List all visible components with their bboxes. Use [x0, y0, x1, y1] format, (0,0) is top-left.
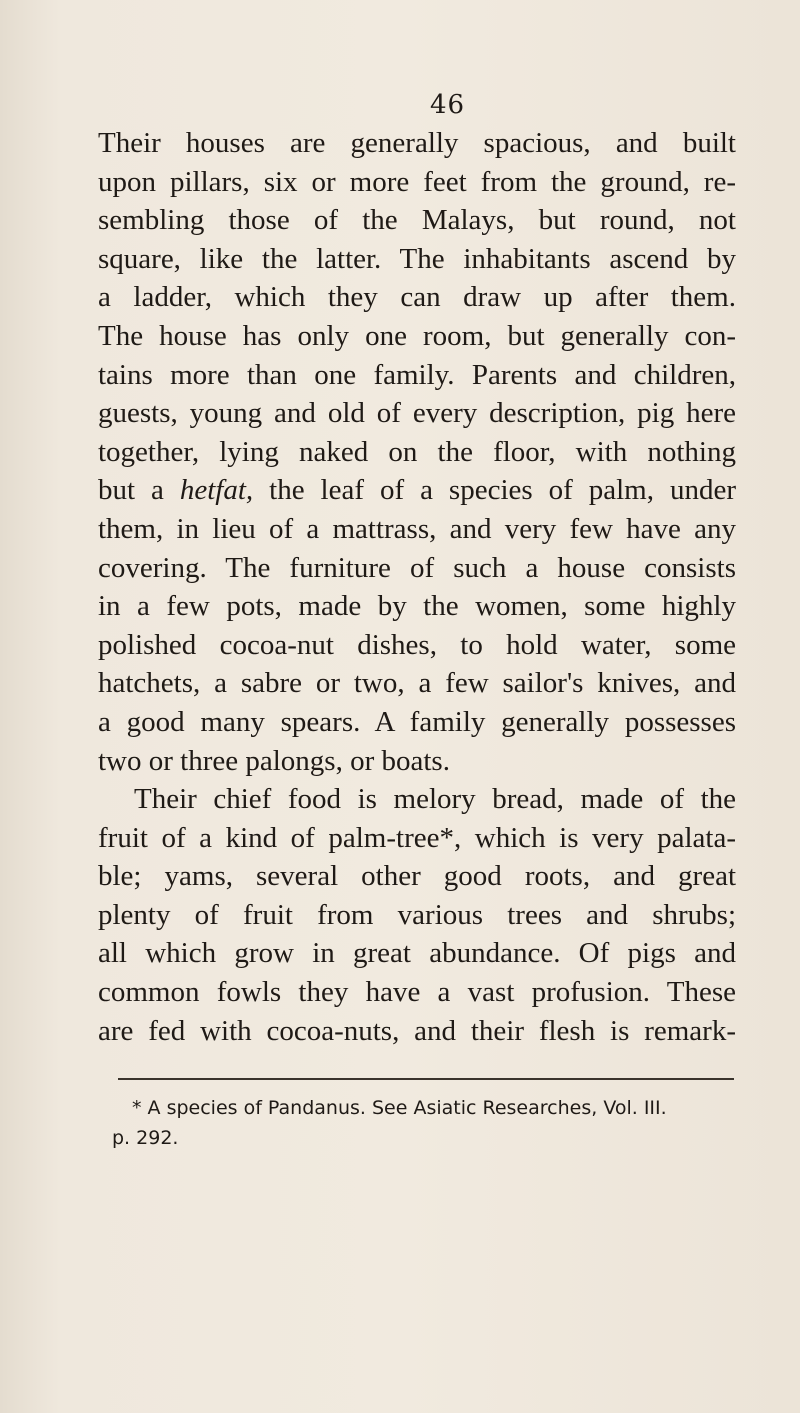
text-line: plenty of fruit from various trees and shrubs; [98, 898, 736, 931]
text-line: square, like the latter. The inhabitants ascend by [98, 242, 736, 275]
text-line: ble; yams, several other good roots, and great [98, 860, 736, 893]
text-line: tains more than one family. Parents and children, [98, 358, 736, 391]
footnote-rule [118, 1078, 734, 1080]
text-line: upon pillars, six or more feet from the ground, re- [98, 165, 736, 198]
text-line: all which grow in great abundance. Of pigs and [98, 937, 736, 970]
italic-term: hetfat, [179, 474, 254, 507]
footnote-line: * A species of Pandanus. See Asiatic Researches, Vol. III. [132, 1097, 667, 1119]
text-line: polished cocoa-nut dishes, to hold water, some [98, 628, 736, 661]
text-line: common fowls they have a vast profusion. These [98, 976, 736, 1009]
text-line: covering. The furniture of such a house consists [98, 551, 736, 584]
text-line: in a few pots, made by the women, some highly [98, 590, 736, 623]
text-line: Their chief food is melory bread, made of the [134, 783, 736, 816]
footnote [112, 1093, 742, 1153]
text-line: a ladder, which they can draw up after them. [98, 281, 736, 314]
text-fragment: the leaf of a species of palm, under [253, 474, 736, 507]
text-line: a good many spears. A family generally possesses [98, 705, 736, 738]
text-line: together, lying naked on the floor, with nothing [98, 435, 736, 468]
text-line: Their houses are generally spacious, and built [98, 127, 736, 159]
text-line-with-italic [98, 471, 736, 510]
text-fragment: but a [98, 474, 180, 507]
page-number: 46 [430, 90, 466, 120]
text-line: hatchets, a sabre or two, a few sailor's knives, and [98, 667, 736, 700]
text-line: guests, young and old of every description, pig here [98, 397, 736, 430]
text-line: fruit of a kind of palm-tree*, which is very palata- [98, 821, 736, 854]
text-line: two or three palongs, or boats. [98, 744, 450, 777]
text-line: them, in lieu of a mattrass, and very few have any [98, 512, 736, 545]
text-line: The house has only one room, but generally con- [98, 319, 736, 352]
text-line: sembling those of the Malays, but round, not [98, 204, 736, 237]
body-text [98, 124, 736, 1050]
footnote-line: p. 292. [112, 1127, 179, 1149]
text-line: are fed with cocoa-nuts, and their flesh is remark- [98, 1014, 736, 1047]
